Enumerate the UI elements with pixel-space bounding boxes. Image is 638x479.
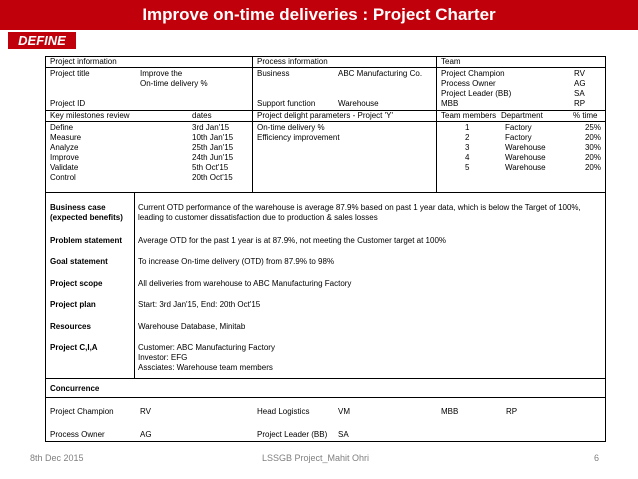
team-name: RP (574, 99, 586, 108)
milestone-date: 3rd Jan'15 (192, 123, 230, 132)
slide-title: Improve on-time deliveries : Project Charter (0, 0, 638, 30)
team-role: MBB (441, 99, 459, 108)
milestone-phase: Control (50, 173, 76, 182)
team-role: Project Leader (BB) (441, 89, 512, 98)
concurrence-role: MBB (441, 407, 459, 416)
milestone-date: 10th Jan'15 (192, 133, 234, 142)
team-role: Process Owner (441, 79, 496, 88)
concurrence-role: Project Leader (BB) (257, 430, 328, 439)
header-percent-time: % time (573, 111, 598, 120)
team-role: Project Champion (441, 69, 505, 78)
member-time: 20% (584, 163, 601, 172)
milestone-phase: Improve (50, 153, 79, 162)
member-department: Warehouse (505, 143, 546, 152)
concurrence-name: AG (140, 430, 152, 439)
header-milestones: Key milestones review (50, 111, 130, 120)
project-cia-label: Project C,I,A (50, 343, 98, 352)
project-scope-label: Project scope (50, 279, 103, 288)
header-project-information: Project information (50, 57, 117, 66)
milestone-phase: Measure (50, 133, 82, 142)
milestone-date: 20th Oct'15 (192, 173, 233, 182)
milestone-date: 5th Oct'15 (192, 163, 229, 172)
business-case-label: Business case (50, 203, 106, 212)
team-name: AG (574, 79, 586, 88)
divider (46, 397, 605, 398)
member-department: Warehouse (505, 163, 546, 172)
header-process-information: Process information (257, 57, 328, 66)
divider (46, 378, 605, 379)
project-cia-customer: Customer: ABC Manufacturing Factory (138, 343, 275, 352)
concurrence-name: SA (338, 430, 349, 439)
project-title-label: Project title (50, 69, 90, 78)
team-name: SA (574, 89, 585, 98)
goal-statement-text: To increase On-time delivery (OTD) from 87.9% to 98% (138, 257, 335, 266)
project-scope-text: All deliveries from warehouse to ABC Manufacturing Factory (138, 279, 352, 288)
member-time: 20% (584, 153, 601, 162)
support-function-label: Support function (257, 99, 316, 108)
project-title-value-2: On-time delivery % (140, 79, 208, 88)
divider (252, 110, 253, 192)
business-case-sublabel: (expected benefits) (50, 213, 123, 222)
header-delight-parameters: Project delight parameters - Project 'Y' (257, 111, 393, 120)
member-department: Warehouse (505, 153, 546, 162)
member-time: 30% (584, 143, 601, 152)
milestone-phase: Validate (50, 163, 79, 172)
header-team: Team (441, 57, 461, 66)
goal-statement-label: Goal statement (50, 257, 108, 266)
member-number: 5 (465, 163, 470, 172)
resources-label: Resources (50, 322, 91, 331)
header-department: Department (501, 111, 543, 120)
project-cia-associates: Assciates: Warehouse team members (138, 363, 273, 372)
member-time: 20% (584, 133, 601, 142)
member-number: 4 (465, 153, 470, 162)
milestone-phase: Define (50, 123, 74, 132)
divider (436, 110, 437, 192)
footer-center: LSSGB Project_Mahit Ohri (262, 453, 370, 463)
concurrence-role: Head Logistics (257, 407, 310, 416)
member-number: 1 (465, 123, 470, 132)
concurrence-header: Concurrence (50, 384, 100, 393)
business-case-text: leading to customer dissatisfaction due to production & sales losses (138, 213, 378, 222)
business-case-text: Current OTD performance of the warehouse is average 87.9% based on past 1 year data, which is below the Target of 100%, (138, 203, 581, 212)
phase-badge: DEFINE (8, 32, 76, 49)
project-plan-label: Project plan (50, 300, 96, 309)
header-team-members: Team members (441, 111, 497, 120)
concurrence-role: Project Champion (50, 407, 114, 416)
delight-parameter: Efficiency improvement (257, 133, 340, 142)
project-charter-table (45, 56, 606, 442)
milestone-date: 24th Jun'15 (192, 153, 234, 162)
business-value: ABC Manufacturing Co. (338, 69, 423, 78)
project-title-value-1: Improve the (140, 69, 183, 78)
milestone-phase: Analyze (50, 143, 79, 152)
problem-statement-text: Average OTD for the past 1 year is at 87.9%, not meeting the Customer target at 100% (138, 236, 447, 245)
project-id-label: Project ID (50, 99, 86, 108)
divider (134, 192, 135, 378)
member-department: Factory (505, 123, 532, 132)
milestone-date: 25th Jan'15 (192, 143, 234, 152)
member-department: Factory (505, 133, 532, 142)
project-cia-investor: Investor: EFG (138, 353, 188, 362)
resources-text: Warehouse Database, Minitab (138, 322, 246, 331)
problem-statement-label: Problem statement (50, 236, 123, 245)
concurrence-name: RP (506, 407, 518, 416)
member-time: 25% (584, 123, 601, 132)
member-number: 2 (465, 133, 470, 142)
support-function-value: Warehouse (338, 99, 379, 108)
concurrence-name: VM (338, 407, 350, 416)
business-label: Business (257, 69, 290, 78)
header-dates: dates (192, 111, 212, 120)
divider (436, 57, 437, 110)
concurrence-name: RV (140, 407, 151, 416)
footer-date: 8th Dec 2015 (30, 453, 84, 463)
team-name: RV (574, 69, 585, 78)
delight-parameter: On-time delivery % (257, 123, 325, 132)
concurrence-role: Process Owner (50, 430, 105, 439)
project-plan-text: Start: 3rd Jan'15, End: 20th Oct'15 (138, 300, 261, 309)
divider (252, 57, 253, 110)
member-number: 3 (465, 143, 470, 152)
divider (46, 192, 605, 193)
page-number: 6 (594, 453, 600, 463)
